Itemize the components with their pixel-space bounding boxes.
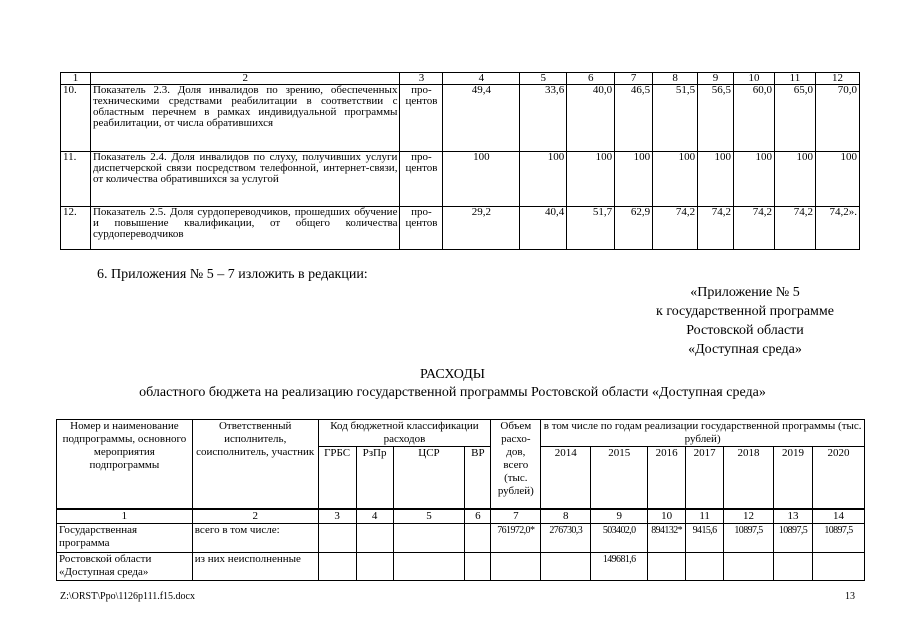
appendix-line: «Доступная среда»: [688, 342, 802, 357]
value-cell: 40,4: [520, 207, 567, 250]
column-number: 3: [318, 509, 356, 524]
value-cell: 46,5: [615, 85, 653, 152]
column-number: 14: [812, 509, 864, 524]
appendix-block: [610, 283, 880, 359]
vr-cell: [465, 552, 491, 580]
value-cell: 29,2: [443, 207, 520, 250]
grbs-cell: [318, 523, 356, 552]
value-cell: 74,2: [698, 207, 734, 250]
year-value: 149681,6: [591, 552, 648, 580]
year-value: 10897,5: [774, 523, 813, 552]
value-cell: 40,0: [567, 85, 615, 152]
value-cell: 100: [815, 152, 859, 207]
unit-cell: про-центов: [400, 85, 443, 152]
year-value: 894132*: [648, 523, 686, 552]
table-header-row: [61, 73, 860, 85]
program-name: Государственная программа: [57, 523, 193, 552]
header-name: Номер и наименование подпрограммы, основного мероприятия подпрограммы: [57, 420, 193, 509]
header-year: 2017: [686, 447, 724, 509]
year-value: 503402,0: [591, 523, 648, 552]
header-cell: 9: [698, 73, 734, 85]
row-number: 10.: [61, 85, 91, 152]
column-number: 5: [393, 509, 465, 524]
unit-cell: про-центов: [400, 152, 443, 207]
value-cell: 100: [567, 152, 615, 207]
value-cell: 62,9: [615, 207, 653, 250]
column-number: 1: [57, 509, 193, 524]
value-cell: 100: [615, 152, 653, 207]
row-number: 11.: [61, 152, 91, 207]
value-cell: 74,2».: [815, 207, 859, 250]
value-cell: 100: [734, 152, 775, 207]
indicators-table: [60, 72, 860, 250]
csr-cell: [393, 523, 465, 552]
column-number: 8: [541, 509, 591, 524]
value-cell: 60,0: [734, 85, 775, 152]
column-number: 12: [724, 509, 774, 524]
table-row: [61, 152, 860, 207]
header-rzpr: РзПр: [356, 447, 393, 509]
row-number: 12.: [61, 207, 91, 250]
value-cell: 51,7: [567, 207, 615, 250]
value-cell: 100: [774, 152, 815, 207]
vr-cell: [465, 523, 491, 552]
value-cell: 33,6: [520, 85, 567, 152]
column-number: 11: [686, 509, 724, 524]
column-number: 2: [192, 509, 318, 524]
appendix-line: Ростовской области: [686, 323, 804, 338]
header-year: 2014: [541, 447, 591, 509]
header-cell: 8: [653, 73, 698, 85]
header-years: в том числе по годам реализации государственной программы (тыс. рублей): [541, 420, 865, 447]
table-row: [61, 85, 860, 152]
grbs-cell: [318, 552, 356, 580]
value-cell: 100: [653, 152, 698, 207]
section-heading: [0, 366, 905, 402]
value-cell: 65,0: [774, 85, 815, 152]
appendix-line: «Приложение № 5: [690, 285, 800, 300]
header-cell: 2: [90, 73, 399, 85]
executor-cell: всего в том числе:: [192, 523, 318, 552]
header-year: 2015: [591, 447, 648, 509]
csr-cell: [393, 552, 465, 580]
header-year: 2020: [812, 447, 864, 509]
rzpr-cell: [356, 523, 393, 552]
header-cell: 11: [774, 73, 815, 85]
value-cell: 49,4: [443, 85, 520, 152]
table-row: [61, 207, 860, 250]
heading-subtitle: областного бюджета на реализацию государственной программы Ростовской области «Доступная среда»: [139, 385, 766, 400]
indicator-description: Показатель 2.4. Доля инвалидов по слуху, получивших услуги диспетчерской связи посредством телефонной, интернет-связи, от количества обратившихся за услугой: [90, 152, 399, 207]
value-cell: 100: [520, 152, 567, 207]
rzpr-cell: [356, 552, 393, 580]
header-cell: 3: [400, 73, 443, 85]
column-number-row: [57, 509, 865, 524]
year-value: [812, 552, 864, 580]
column-number: 9: [591, 509, 648, 524]
indicator-description: Показатель 2.5. Доля сурдопереводчиков, прошедших обучение и повышение квалификации, от общего количества сурдопереводчиков: [90, 207, 399, 250]
header-budget-code: Код бюджетной классификации расходов: [318, 420, 491, 447]
value-cell: 74,2: [734, 207, 775, 250]
header-cell: 4: [443, 73, 520, 85]
page-number: 13: [845, 591, 855, 602]
year-value: [724, 552, 774, 580]
column-number: 4: [356, 509, 393, 524]
header-year: 2019: [774, 447, 813, 509]
amendment-paragraph: 6. Приложения № 5 – 7 изложить в редакции:: [97, 267, 368, 282]
expenses-table: [56, 419, 865, 581]
header-executor: Ответственный исполнитель, соисполнитель, участник: [192, 420, 318, 509]
header-cell: 5: [520, 73, 567, 85]
column-number: 7: [491, 509, 541, 524]
year-value: [774, 552, 813, 580]
year-value: [648, 552, 686, 580]
value-cell: 70,0: [815, 85, 859, 152]
header-volume: Объем расхо-дов, всего (тыс. рублей): [491, 420, 541, 509]
appendix-line: к государственной программе: [656, 304, 834, 319]
header-year: 2018: [724, 447, 774, 509]
year-value: 9415,6: [686, 523, 724, 552]
table-header-row: [57, 420, 865, 447]
value-cell: 56,5: [698, 85, 734, 152]
value-cell: 74,2: [653, 207, 698, 250]
executor-cell: из них неисполненные: [192, 552, 318, 580]
program-name: Ростовской области «Доступная среда»: [57, 552, 193, 580]
total-cell: 761972,0*: [491, 523, 541, 552]
header-cell: 7: [615, 73, 653, 85]
indicator-description: Показатель 2.3. Доля инвалидов по зрению, обеспеченных техническими средствами реабилитации в соответствии с областным перечнем в рамках индивидуальной программы реабилитации, от числа обратившихся: [90, 85, 399, 152]
heading-title: РАСХОДЫ: [420, 367, 485, 382]
header-year: 2016: [648, 447, 686, 509]
year-value: 276730,3: [541, 523, 591, 552]
header-csr: ЦСР: [393, 447, 465, 509]
column-number: 6: [465, 509, 491, 524]
value-cell: 100: [698, 152, 734, 207]
year-value: 10897,5: [724, 523, 774, 552]
footer-path: Z:\ORST\Ppo\1126p111.f15.docx: [60, 591, 195, 602]
year-value: [541, 552, 591, 580]
table-row: [57, 523, 865, 552]
total-cell: [491, 552, 541, 580]
value-cell: 100: [443, 152, 520, 207]
unit-cell: про-центов: [400, 207, 443, 250]
column-number: 13: [774, 509, 813, 524]
header-vr: ВР: [465, 447, 491, 509]
column-number: 10: [648, 509, 686, 524]
value-cell: 74,2: [774, 207, 815, 250]
year-value: [686, 552, 724, 580]
header-cell: 12: [815, 73, 859, 85]
year-value: 10897,5: [812, 523, 864, 552]
header-cell: 10: [734, 73, 775, 85]
table-row: [57, 552, 865, 580]
value-cell: 51,5: [653, 85, 698, 152]
header-grbs: ГРБС: [318, 447, 356, 509]
header-cell: 1: [61, 73, 91, 85]
header-cell: 6: [567, 73, 615, 85]
